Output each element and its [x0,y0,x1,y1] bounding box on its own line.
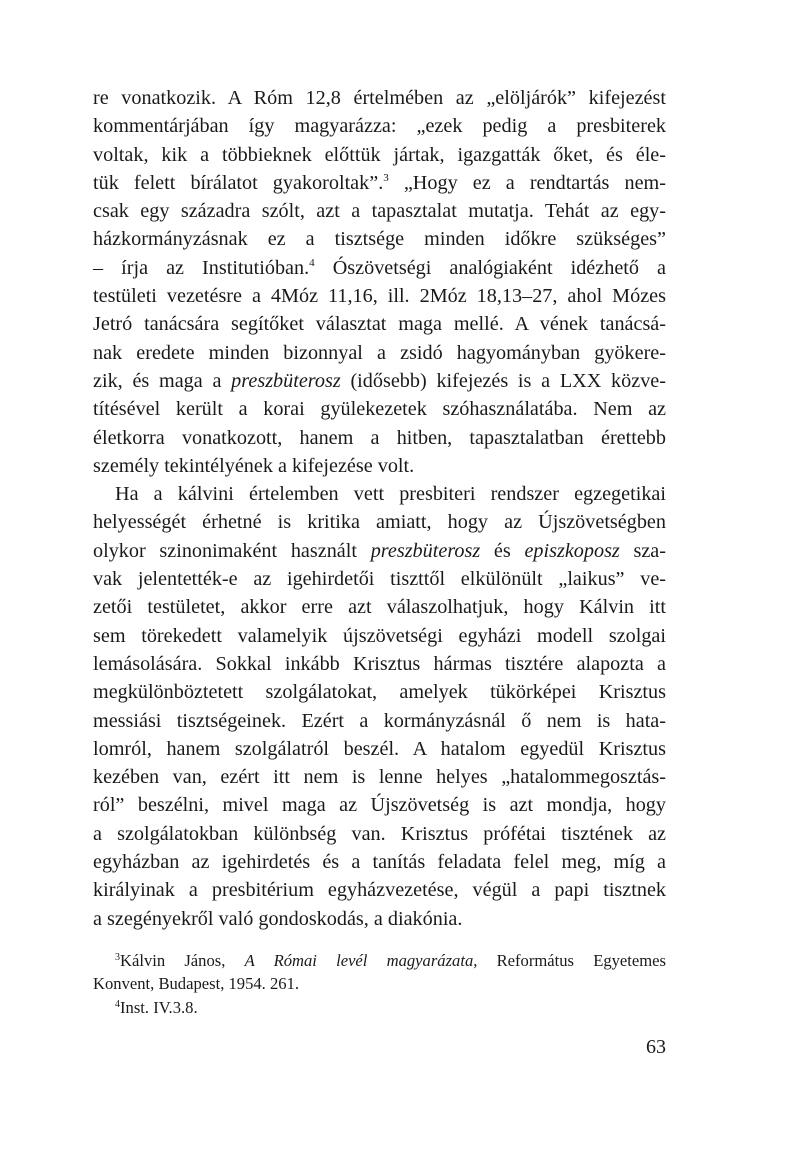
italic-term: preszbüterosz [231,369,341,392]
text-line: kommentárjában így magyarázza: „ezek pedig a presbiterek [93,115,666,138]
paragraph [93,84,666,480]
text-line: a szolgálatokban különbség van. Krisztus prófétai tisztének az [93,822,666,845]
footnotes [93,949,666,1020]
italic-term: A Római levél magyarázata, [244,950,478,970]
italic-term: episzkoposz [524,539,620,562]
text-line: ról” beszélni, mivel maga az Újszövetség is azt mondja, hogy [93,794,666,817]
paragraph [93,480,666,933]
text-line: megkülönböztetett szolgálatokat, amelyek tükörképei Krisztus [93,681,666,704]
text-line: csak egy századra szólt, azt a tapasztalat mutatja. Tehát az egy- [93,200,666,223]
text-line: életkorra vonatkozott, hanem a hitben, tapasztalatban érettebb [93,426,666,449]
body-text [93,84,666,933]
footnote-reference: 4 [309,256,315,269]
page-number: 63 [646,1036,666,1058]
text-line: Ha a kálvini értelemben vett presbiteri rendszer egzegetikai [115,483,666,506]
italic-term: preszbüterosz [370,539,481,562]
text-line: helyességét érhetné is kritika amiatt, hogy az Újszövetségben [93,511,666,534]
text-line: zetői testületet, akkor erre azt válaszolhatjuk, hogy Kálvin itt [93,596,666,619]
text-line: re vonatkozik. A Róm 12,8 értelmében az „elöljárók” kifejezést [93,87,666,109]
footnote-reference: 3 [383,171,389,184]
text-line: lomról, hanem szolgálatról beszél. A hatalom egyedül Krisztus [93,737,666,760]
footnote-reference: 3 [115,951,120,963]
text-line: nak eredete minden bizonnyal a zsidó hagyományban gyökere- [93,341,666,364]
text-line: – írja az Institutióban.$^4$ Ószövetségi analógiaként idézhető a [93,256,666,279]
footnote-line: $^4$Inst. IV.3.8. [115,997,198,1017]
text-line: olykor szinonimaként használt preszbüterosz és episzkoposz sza- [93,539,666,562]
footnote-line: $^3$Kálvin János, A Római levél magyarázata, Református Egyetemes [115,950,666,970]
text-line: voltak, kik a többieknek előttük jártak, igazgatták őket, és éle- [93,143,666,166]
text-line: zik, és maga a preszbüterosz (idősebb) kifejezés is a LXX közve- [93,369,666,392]
text-line: királyinak a presbitérium egyházvezetése, végül a papi tisztnek [93,879,666,902]
text-line: lemásolására. Sokkal inkább Krisztus hármas tisztére alapozta a [93,652,666,675]
footnote-reference: 4 [115,998,120,1010]
text-line: házkormányzásnak ez a tisztsége minden időkre szükséges” [93,228,666,251]
text-line: vak jelentették-e az igehirdetői tiszttől elkülönült „laikus” ve- [93,568,666,591]
text-line: testületi vezetésre a 4Móz 11,16, ill. 2Móz 18,13–27, ahol Mózes [93,285,666,308]
text-line: Jetró tanácsára segítőket választat maga mellé. A vének tanácsá- [93,313,666,336]
text-line: tük felett bírálatot gyakoroltak”.$^3$ „Hogy ez a rendtartás nem- [93,171,666,194]
text-line: sem törekedett valamelyik újszövetségi egyházi modell szolgai [93,624,666,647]
text-line: személy tekintélyének a kifejezése volt. [93,454,415,477]
footnote [93,949,666,996]
text-line: kezében van, ezért itt nem is lenne helyes „hatalommegosztás- [93,766,666,789]
book-page [93,84,666,1019]
text-line: a szegényekről való gondoskodás, a diakónia. [93,907,463,930]
footnote-line: Konvent, Budapest, 1954. 261. [93,974,300,994]
text-line: messiási tisztségeinek. Ezért a kormányzásnál ő nem is hata- [93,709,666,732]
text-line: títésével került a korai gyülekezetek szóhasználatába. Nem az [93,398,666,421]
footnote [93,996,666,1020]
text-line: egyházban az igehirdetés és a tanítás feladata felel meg, míg a [93,851,666,874]
